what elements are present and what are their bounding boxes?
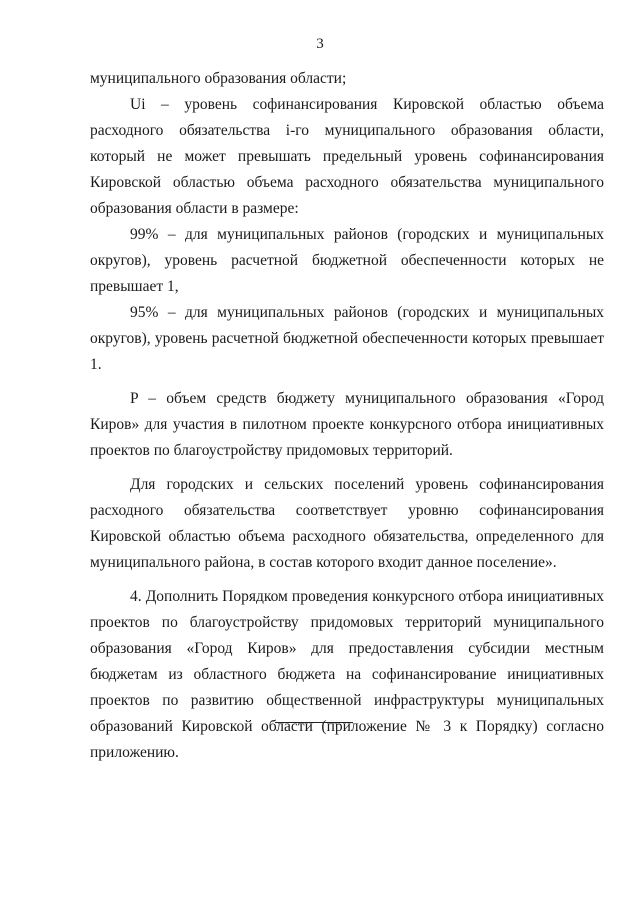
paragraph-1: муниципального образования области;	[90, 70, 347, 87]
page-number: 3	[316, 36, 324, 52]
paragraph-6: Для городских и сельских поселений уровень софинансирования расходного обязательства соответствует уровню софинансирования Кировской областью объема расходного обязательства, определенного для муниципального района, в состав которого входит данное поселение».	[90, 476, 604, 571]
paragraph-7: 4. Дополнить Порядком проведения конкурсного отбора инициативных проектов по благоустройству придомовых территорий муниципального образования «Город Киров» для предоставления субсидии местным бюджетам из областного бюджета на софинансирование инициативных проектов по развитию общественной инфраструктуры муниципальных образований Кировской области (приложение № 3 к Порядку) согласно приложению.	[90, 588, 604, 761]
paragraph-5: P – объем средств бюджету муниципального образования «Город Киров» для участия в пилотном проекте конкурсного отбора инициативных проектов по благоустройству придомовых территорий.	[90, 390, 604, 459]
paragraph-2: Ui – уровень софинансирования Кировской областью объема расходного обязательства i-го муниципального образования области, который не может превышать предельный уровень софинансирования Кировской областью объема расходного обязательства муниципального образования области в размере:	[90, 96, 604, 217]
document-body	[90, 66, 604, 766]
paragraph-4: 95% – для муниципальных районов (городских и муниципальных округов), уровень расчетной бюджетной обеспеченности которых превышает 1.	[90, 304, 604, 373]
paragraph-3: 99% – для муниципальных районов (городских и муниципальных округов), уровень расчетной бюджетной обеспеченности которых не превышает 1,	[90, 226, 604, 295]
end-divider	[275, 722, 353, 723]
